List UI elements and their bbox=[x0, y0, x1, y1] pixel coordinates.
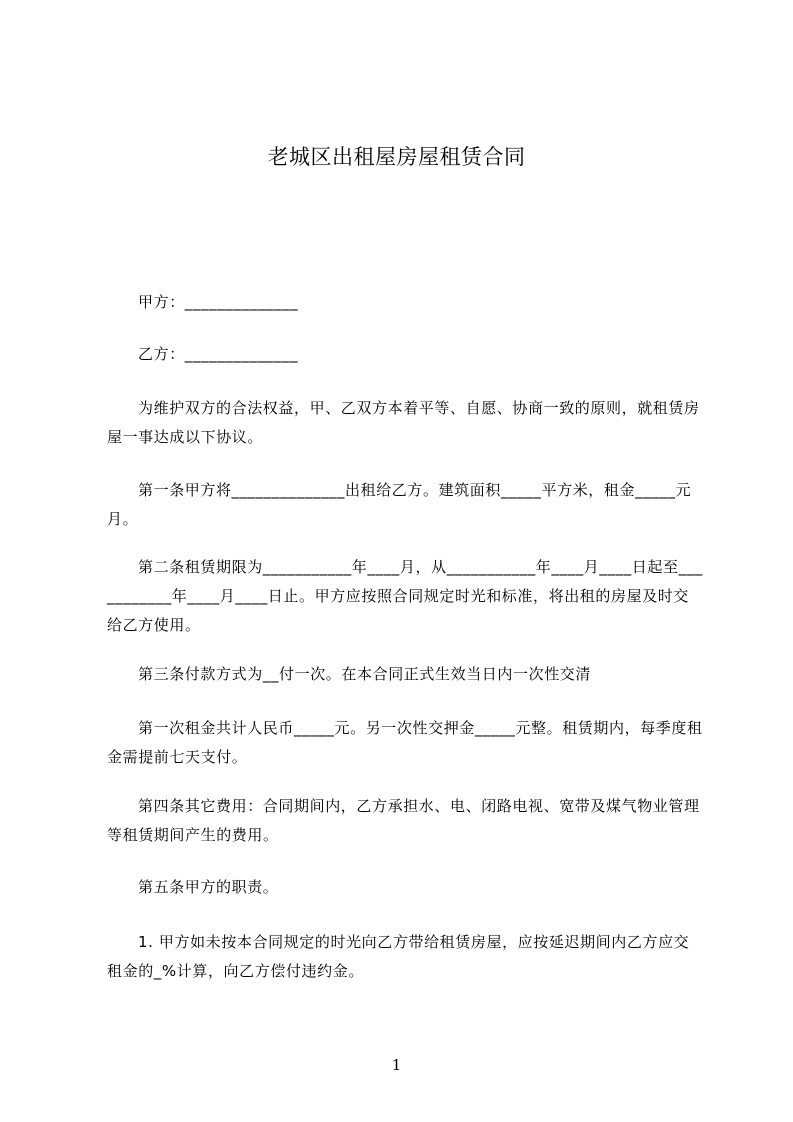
article-3-paragraph bbox=[107, 660, 703, 689]
preamble-text: 为维护双方的合法权益，甲、乙双方本着平等、自愿、协商一致的原则，就租赁房屋一事达成以下协议。 bbox=[107, 399, 700, 446]
preamble-paragraph bbox=[107, 394, 703, 452]
article-2-paragraph bbox=[107, 553, 703, 640]
clause-1-text: 1. 甲方如未按本合同规定的时光向乙方带给租赁房屋，应按延迟期间内乙方应交租金的_%计算，向乙方偿付违约金。 bbox=[107, 933, 690, 980]
article-4-text: 第四条其它费用：合同期间内，乙方承担水、电、闭路电视、宽带及煤气物业管理等租赁期间产生的费用。 bbox=[107, 797, 700, 844]
article-1-paragraph bbox=[107, 476, 703, 534]
article-2-text: 第二条租赁期限为___________年____月，从___________年____月____日起至___________年____月____日止。甲方应按照合同规定时光和标准，将出租的房屋及时交给乙方使用。 bbox=[107, 558, 703, 634]
article-4-paragraph bbox=[107, 792, 703, 850]
party-b-line bbox=[107, 340, 703, 369]
article-1-text: 第一条甲方将______________出租给乙方。建筑面积_____平方米，租金_____元月。 bbox=[107, 481, 692, 528]
page-number: 1 bbox=[391, 1056, 402, 1074]
party-b-text: 乙方：______________ bbox=[138, 345, 299, 363]
party-a-text: 甲方：______________ bbox=[138, 293, 299, 311]
contract-title: 老城区出租屋房屋租赁合同 bbox=[267, 145, 526, 169]
article-5-text: 第五条甲方的职责。 bbox=[138, 878, 279, 896]
clause-1-paragraph bbox=[107, 928, 703, 986]
first-rent-text: 第一次租金共计人民币_____元。另一次性交押金_____元整。租赁期内，每季度租金需提前七天支付。 bbox=[107, 719, 703, 766]
article-3-text: 第三条付款方式为__付一次。在本合同正式生效当日内一次性交清 bbox=[138, 665, 592, 683]
party-a-line bbox=[107, 288, 703, 317]
first-rent-paragraph bbox=[107, 714, 703, 772]
article-5-heading bbox=[107, 873, 703, 902]
